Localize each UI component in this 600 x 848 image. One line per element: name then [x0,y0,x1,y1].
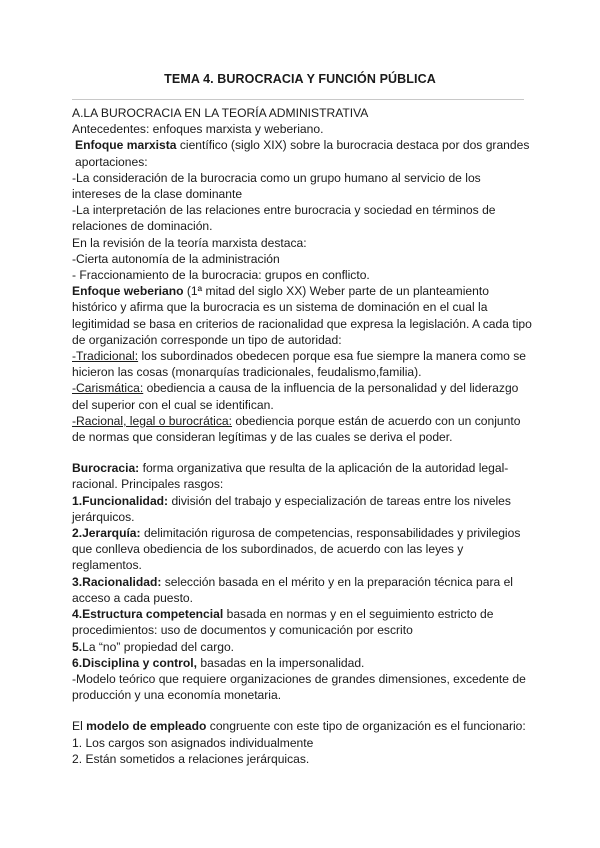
burocracia-paragraph [72,460,532,492]
trait-item [72,655,532,671]
authority-text: los subordinados obedecen porque esa fue siempre la manera como se hicieron las cosas (monarquías tradicionales, feudalismo,familia). [72,349,527,380]
paragraph-gap [72,445,532,460]
trait-text: La “no” propiedad del cargo. [82,639,235,654]
page-title: TEMA 4. BUROCRACIA Y FUNCIÓN PÚBLICA [164,72,436,86]
modelo-empleado-paragraph [72,718,532,734]
marxista-revision-intro: En la revisión de la teoría marxista destaca: [72,235,307,250]
authority-text: obediencia porque están de acuerdo con un conjunto de normas que consideran legítimas y de las cuales se deriva el poder. [72,413,521,445]
marxista-revision-point: -Cierta autonomía de la administración [72,251,280,266]
trait-text: basadas en la impersonalidad. [197,655,365,670]
weberiano-term: Enfoque weberiano [72,284,184,299]
authority-item [72,380,532,412]
title-divider [72,99,524,100]
authority-label: -Tradicional: [72,349,139,364]
modelo-teorico-line: -Modelo teórico que requiere organizaciones de grandes dimensiones, excedente de producción y una economía monetaria. [72,671,526,703]
trait-label: 2.Jerarquía: [72,526,141,541]
weberiano-paragraph [72,283,532,348]
marxista-revision-point: - Fraccionamiento de la burocracia: grupos en conflicto. [72,268,370,283]
marxista-point: -La interpretación de las relaciones entre burocracia y sociedad en términos de relaciones de dominación. [72,203,496,234]
trait-text: basada en normas y en el seguimiento estricto de procedimientos: uso de documentos y comunicación por escrito [72,607,494,638]
authority-item [72,348,532,380]
antecedentes-line: Antecedentes: enfoques marxista y weberiano. [72,122,324,137]
marxista-point: -La consideración de la burocracia como un grupo humano al servicio de los intereses de la clase dominante [72,170,481,202]
trait-label: 1.Funcionalidad: [72,493,169,508]
paragraph-gap [72,703,532,718]
section-heading: A.LA BUROCRACIA EN LA TEORÍA ADMINISTRATIVA [72,106,369,120]
trait-text: división del trabajo y especialización de tareas entre los niveles jerárquicos. [72,493,511,524]
trait-label: 6.Disciplina y control, [72,655,198,670]
authority-text: obediencia a causa de la influencia de la personalidad y del liderazgo del superior con el cual se identifican. [72,381,519,412]
marxista-text: científico (siglo XIX) sobre la burocracia destaca por dos grandes aportaciones: [75,138,530,169]
trait-item [72,639,532,655]
authority-item [72,413,532,445]
modelo-empleado-term: modelo de empleado [86,719,207,734]
trait-label: 4.Estructura competencial [72,607,224,622]
trait-label: 5. [72,639,83,654]
marxista-paragraph [72,137,532,169]
burocracia-term: Burocracia: [72,461,140,476]
trait-item [72,493,532,525]
authority-label: -Racional, legal o burocrática: [72,413,232,428]
trait-item [72,525,532,574]
document-body [72,105,532,767]
trait-label: 3.Racionalidad: [72,574,162,589]
trait-text: selección basada en el mérito y en la preparación técnica para el acceso a cada puesto. [72,574,513,605]
trait-item [72,606,532,638]
modelo-empleado-item: 1. Los cargos son asignados individualmente [72,735,314,750]
modelo-empleado-pre: El [72,719,87,734]
trait-text: delimitación rigurosa de competencias, responsabilidades y privilegios que conlleva obediencia de los subordinados, de acuerdo con las leyes y reglamentos. [72,526,521,573]
modelo-empleado-post: congruente con este tipo de organización es el funcionario: [206,719,526,734]
authority-label: -Carismática: [72,381,144,396]
modelo-empleado-item: 2. Están sometidos a relaciones jerárquicas. [72,751,310,766]
marxista-term: Enfoque marxista [75,138,177,153]
burocracia-text: forma organizativa que resulta de la aplicación de la autoridad legal-racional. Principales rasgos: [72,461,509,492]
trait-item [72,574,532,606]
weberiano-text: (1ª mitad del siglo XX) Weber parte de un planteamiento histórico y afirma que la burocracia es un sistema de dominación en el cual la legitimidad se basa en criterios de racionalidad que expresa la legislación. A cada tipo de organización corresponde un tipo de autoridad: [72,284,532,347]
